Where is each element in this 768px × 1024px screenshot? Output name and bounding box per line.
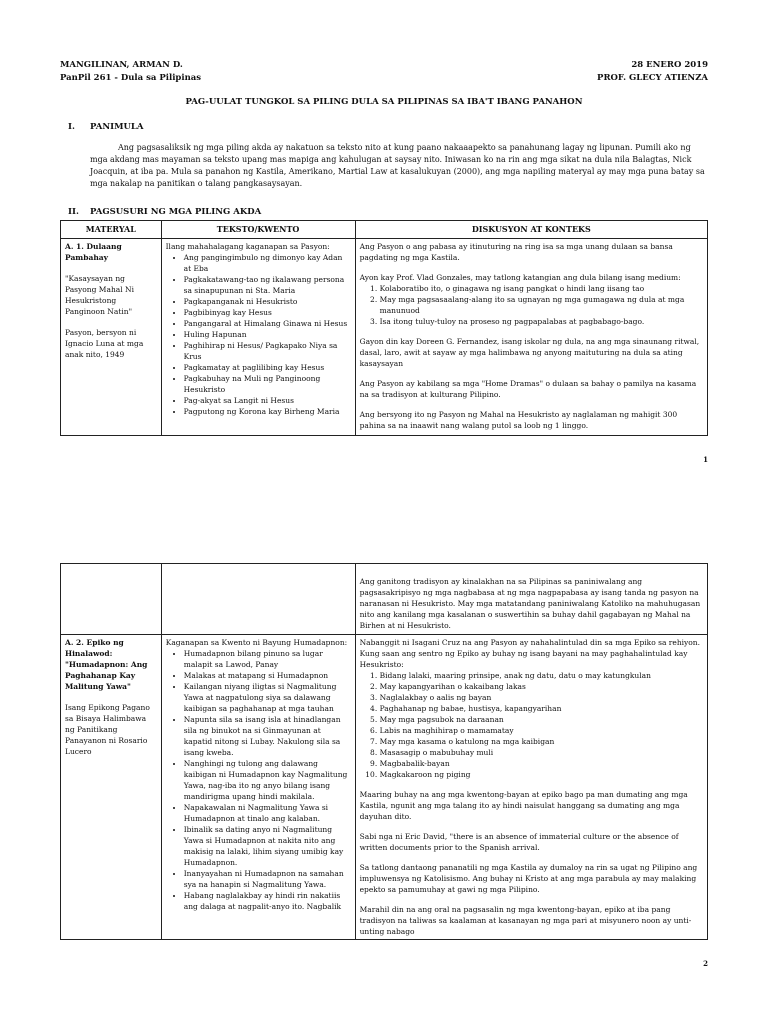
list-item: 4. Paghahanap ng babae, hustisya, kapangyarihan (380, 703, 703, 714)
list-item: • Pag-akyat sa Langit ni Hesus (184, 395, 351, 406)
section-2-number: II. (68, 207, 79, 217)
header-materyal: MATERYAL (61, 221, 162, 239)
header-teksto: TEKSTO/KWENTO (161, 221, 355, 239)
diskusyon-paragraph: Gayon din kay Doreen G. Fernandez, isang iskolar ng dula, na ang mga sinaunang ritwal, dasal, laro, awit at sayaw ay mga halimbawa ng anyong maituturing na dula sa ating kasaysayan (359, 337, 700, 368)
list-item: • Pagkapanganak ni Hesukristo (184, 296, 351, 307)
teksto-list (166, 252, 351, 417)
diskusyon-list (360, 670, 703, 780)
list-item: • Ang pangingimbulo ng dimonyo kay Adan at Eba (184, 252, 351, 274)
list-item: • Pagbibinyag kay Hesus (184, 307, 351, 318)
materyal-title: A. 2. Epiko ng Hinalawod: "Humadapnon: Ang Paghahanap Kay Malitung Yawa" (65, 638, 148, 691)
list-item: 10. Magkakaroon ng piging (380, 769, 703, 780)
list-item: • Pagkakatawang-tao ng ikalawang persona sa sinapupunan ni Sta. Maria (184, 274, 351, 296)
analysis-table-page-2 (60, 563, 708, 940)
table-row (61, 239, 708, 436)
list-item: • Paghihirap ni Hesus/ Pagkapako Niya sa Krus (184, 340, 351, 362)
materyal-source: Isang Epikong Pagano sa Bisaya Halimbawa ng Panitikang Panayanon ni Rosario Lucero (65, 703, 150, 756)
header-right (597, 59, 708, 85)
list-item: • Malakas at matapang si Humadapnon (184, 670, 351, 681)
list-item: 8. Masasagip o mabubuhay muli (380, 747, 703, 758)
diskusyon-cell (355, 635, 707, 940)
table-header-row (61, 221, 708, 239)
list-item: 6. Labis na maghihirap o mamamatay (380, 725, 703, 736)
diskusyon-paragraph: Sabi nga ni Eric David, "there is an absence of immaterial culture or the absence of written documents prior to the Spanish arrival. (359, 832, 679, 852)
list-item: • Nanghingi ng tulong ang dalawang kaibigan ni Humadapnon kay Nagmalitung Yawa, nag-iba ito ng anyo bilang isang mandirigma upang hindi makilala. (184, 758, 351, 802)
list-item: 5. May mga pagsubok na daraanan (380, 714, 703, 725)
page-2 (0, 563, 768, 1024)
list-item: 2. May mga pagsasaalang-alang ito sa ugnayan ng mga gumagawa ng dula at mga manunuod (380, 294, 703, 316)
materyal-cell (61, 635, 162, 940)
page-number: 2 (703, 959, 708, 968)
professor-name: PROF. GLECY ATIENZA (597, 73, 708, 83)
diskusyon-paragraph: Nabanggit ni Isagani Cruz na ang Pasyon ay nahahalintulad din sa mga Epiko sa rehiyon. Kung saan ang sentro ng Epiko ay buhay ng isang bayani na may paghahalintulad kay Hesukristo: (359, 638, 701, 669)
materyal-quote: "Kasaysayan ng Pasyong Mahal Ni Hesukristong Panginoon Natin" (65, 274, 134, 316)
list-item: • Napunta sila sa isang isla at hinadlangan sila ng binukot na si Ginmayunan at kapatid nitong si Lubay. Nakulong sila sa isang kweba. (184, 714, 351, 758)
list-item: • Humadapnon bilang pinuno sa lugar malapit sa Lawod, Panay (184, 648, 351, 670)
list-item: 3. Isa itong tuluy-tuloy na proseso ng pagpapalabas at pagbabago-bago. (380, 316, 703, 327)
materyal-cell (61, 564, 162, 635)
course-name: PanPil 261 - Dula sa Pilipinas (60, 73, 202, 83)
diskusyon-paragraph: Ang bersyong ito ng Pasyon ng Mahal na Hesukristo ay naglalaman ng mahigit 300 pahina sa na inaawit nang walang putol sa loob ng 1 linggo. (359, 410, 678, 430)
materyal-title: A. 1. Dulaang Pambahay (65, 242, 122, 262)
list-item: • Pagkamatay at paglilibing kay Hesus (184, 362, 351, 373)
diskusyon-paragraph: Marahil din na ang oral na pagsasalin ng mga kwentong-bayan, epiko at iba pang tradisyon na taliwas sa kaalaman at kasanayan ng mga pari at misyunero noon ay unti-unting nabago (359, 905, 692, 936)
list-item: • Habang naglalakbay ay hindi rin nakatiis ang dalaga at nagpalit-anyo ito. Nagbalik (184, 890, 351, 912)
section-1-title: PANIMULA (90, 122, 144, 132)
section-1-heading (68, 122, 144, 132)
diskusyon-cell (355, 564, 707, 635)
date: 28 ENERO 2019 (631, 60, 708, 70)
table-row (61, 564, 708, 635)
teksto-cell (161, 564, 355, 635)
section-2-heading (68, 207, 261, 217)
diskusyon-paragraph: Sa tatlong dantaong pananatili ng mga Kastila ay dumaloy na rin sa ugat ng Pilipino ang impluwensya ng Katolisismo. Ang buhay ni Kristo at ang mga parabula ay may malaking epekto sa pamumuhay at gawi ng mga Pilipino. (359, 863, 698, 894)
list-item: • Inanyayahan ni Humadapnon na samahan sya na hanapin si Nagmalitung Yawa. (184, 868, 351, 890)
diskusyon-paragraph: Maaring buhay na ang mga kwentong-bayan at epiko bago pa man dumating ang mga Kastila, ngunit ang mga talang ito ay hindi naisulat hanggang sa dumating ang mga dayuhan dito. (359, 790, 688, 821)
analysis-table-page-1 (60, 220, 708, 436)
list-item: • Kailangan niyang iligtas si Nagmalitung Yawa at nagpatulong siya sa dalawang kaibigan sa paghahanap at mga tauhan (184, 681, 351, 714)
list-item: • Pangangaral at Himalang Ginawa ni Hesus (184, 318, 351, 329)
document-title: PAG-UULAT TUNGKOL SA PILING DULA SA PILIPINAS SA IBA'T IBANG PANAHON (185, 97, 583, 107)
header-left (60, 59, 201, 85)
author-name: MANGILINAN, ARMAN D. (60, 60, 183, 70)
teksto-intro: Kaganapan sa Kwento ni Bayung Humadapnon: (165, 638, 348, 647)
materyal-source: Pasyon, bersyon ni Ignacio Luna at mga anak nito, 1949 (65, 328, 144, 359)
intro-paragraph: Ang pagsasaliksik ng mga piling akda ay nakatuon sa teksto nito at kung paano nakaaapekto sa panahunang lagay ng lipunan. Pumili ako ng mga akdang mas mayaman sa teksto upang mas mapiga ang kahulugan at saysay nito. Iniwasan ko na rin ang mga sikat na dula nila Balagtas, Nick Joacquin, at iba pa. Mula sa panahon ng Kastila, Amerikano, Martial Law at kasalukuyan (2000), ang mga napiling materyal ay may mga puna batay sa mga nakalap na panitikan o talang pangkasaysayan. (90, 143, 705, 188)
list-item: • Napakawalan ni Nagmalitung Yawa si Humadapnon at tinalo ang kalaban. (184, 802, 351, 824)
page-gap (0, 470, 768, 563)
section-1-number: I. (68, 122, 75, 132)
list-item: 2. May kapangyarihan o kakaibang lakas (380, 681, 703, 692)
section-2-title: PAGSUSURI NG MGA PILING AKDA (90, 207, 262, 217)
diskusyon-list (360, 283, 703, 327)
teksto-cell (161, 239, 355, 436)
teksto-list (166, 648, 351, 912)
list-item: 1. Kolaboratibo ito, o ginagawa ng isang pangkat o hindi lang iisang tao (380, 283, 703, 294)
list-item: • Huling Hapunan (184, 329, 351, 340)
diskusyon-paragraph: Ang ganitong tradisyon ay kinalakhan na sa Pilipinas sa paniniwalang ang pagsasakripisyo ng mga nagbabasa at ng mga nagpapabasa ay isang tanda ng pasyon na naranasan ni Hesukristo. May mga matatandang paniniwalang Katoliko na mahuhugasan nito ang kanilang mga kasalanan o suswertihin sa buhay dahil gagabayan ng Mahal na Birhen at ni Hesukristo. (359, 577, 701, 630)
list-item: 1. Bidang lalaki, maaring prinsipe, anak ng datu, datu o may katungkulan (380, 670, 703, 681)
page-number: 1 (703, 455, 708, 464)
list-item: • Ibinalik sa dating anyo ni Nagmalitung Yawa si Humadapnon at nakita nito ang makisig na lalaki, lihim siyang umibig kay Humadapnon. (184, 824, 351, 868)
materyal-cell (61, 239, 162, 436)
teksto-cell (161, 635, 355, 940)
diskusyon-cell (355, 239, 707, 436)
table-row (61, 635, 708, 940)
list-item: 9. Magbabalik-bayan (380, 758, 703, 769)
list-item: 7. May mga kasama o katulong na mga kaibigan (380, 736, 703, 747)
header-diskusyon: DISKUSYON AT KONTEKS (355, 221, 707, 239)
list-item: • Pagkabuhay na Muli ng Panginoong Hesukristo (184, 373, 351, 395)
list-item: 3. Naglalakbay o aalis ng bayan (380, 692, 703, 703)
diskusyon-paragraph: Ang Pasyon ay kabilang sa mga "Home Dramas" o dulaan sa bahay o pamilya na kasama na sa tradisyon at kulturang Pilipino. (359, 379, 697, 399)
diskusyon-paragraph: Ang Pasyon o ang pabasa ay itinuturing na ring isa sa mga unang dulaan sa bansa pagdating ng mga Kastila. (359, 242, 673, 262)
teksto-intro: Ilang mahahalagang kaganapan sa Pasyon: (165, 242, 330, 251)
diskusyon-paragraph: Ayon kay Prof. Vlad Gonzales, may tatlong katangian ang dula bilang isang medium: (359, 273, 681, 282)
page-1 (0, 0, 768, 470)
list-item: • Pagputong ng Korona kay Birheng Maria (184, 406, 351, 417)
